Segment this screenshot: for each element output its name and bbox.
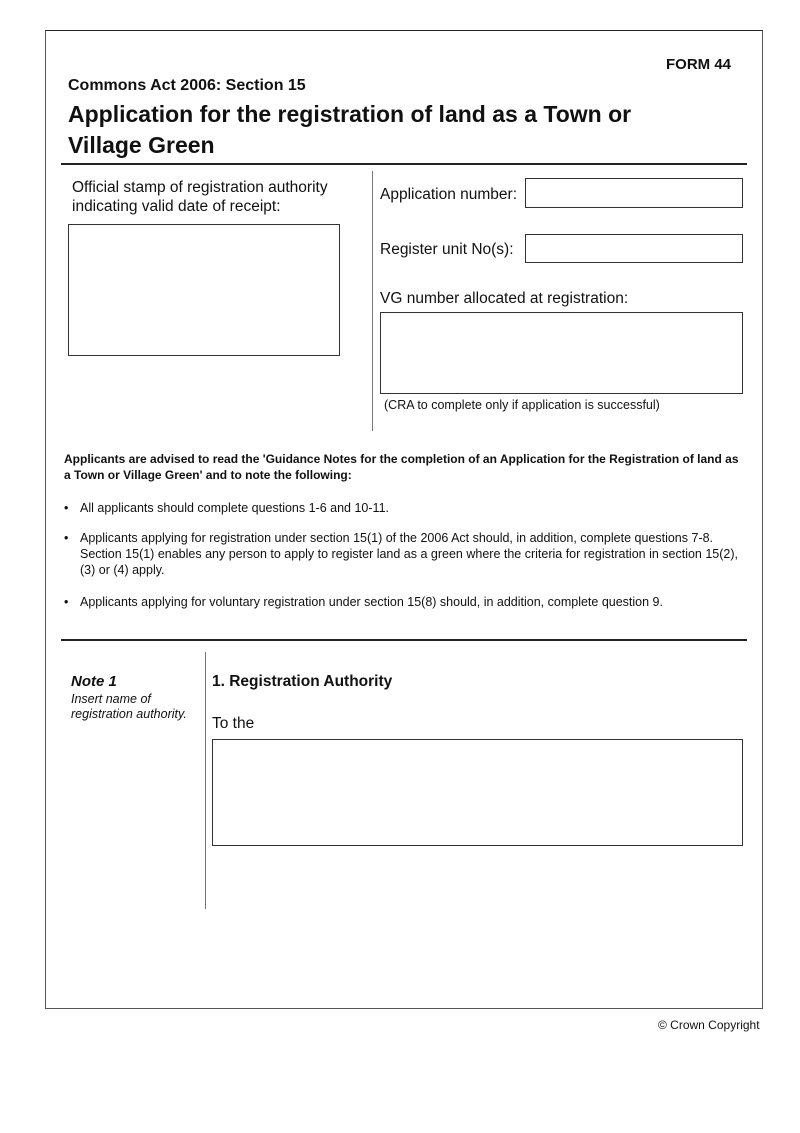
- stamp-box[interactable]: [68, 224, 340, 356]
- page-frame: [45, 30, 763, 1009]
- application-number-label: Application number:: [380, 186, 517, 203]
- header-divider: [61, 163, 747, 165]
- office-use-divider: [372, 171, 373, 431]
- guidance-divider: [61, 639, 747, 641]
- registration-authority-field[interactable]: [212, 739, 743, 846]
- page-title: Application for the registration of land as a Town or Village Green: [68, 101, 632, 158]
- guidance-bullet: [64, 530, 744, 578]
- note-1-body: Insert name of registration authority.: [71, 692, 187, 721]
- bullet-text: All applicants should complete questions 1-6 and 10-11.: [80, 501, 389, 515]
- guidance-bullet: [64, 594, 744, 610]
- vg-number-note: (CRA to complete only if application is successful): [384, 398, 660, 412]
- to-the-label: To the: [212, 715, 255, 732]
- bullet-text: Applicants applying for voluntary registration under section 15(8) should, in addition, complete question 9.: [80, 595, 663, 609]
- guidance-advice: Applicants are advised to read the 'Guidance Notes for the completion of an Application for the Registration of land as a Town or Village Green' and to note the following:: [64, 452, 739, 482]
- bullet-icon: •: [64, 531, 69, 545]
- question-1-title: 1. Registration Authority: [212, 673, 393, 690]
- copyright: © Crown Copyright: [658, 1018, 760, 1032]
- notes-column-divider: [205, 652, 206, 909]
- application-number-field[interactable]: [525, 178, 743, 208]
- bullet-icon: •: [64, 595, 69, 609]
- stamp-label: Official stamp of registration authority indicating valid date of receipt:: [72, 179, 328, 215]
- act-title: Commons Act 2006: Section 15: [68, 77, 306, 94]
- form-number: FORM 44: [666, 56, 732, 73]
- note-1-title: Note 1: [71, 673, 117, 690]
- bullet-icon: •: [64, 501, 69, 515]
- register-unit-field[interactable]: [525, 234, 743, 263]
- guidance-bullet: [64, 500, 744, 516]
- bullet-text: Applicants applying for registration under section 15(1) of the 2006 Act should, in addition, complete questions 7-8. Section 15(1) enables any person to apply to register land as a green where the criteria for registration in section 15(2), (3) or (4) apply.: [80, 531, 739, 577]
- vg-number-field[interactable]: [380, 312, 743, 394]
- vg-number-label: VG number allocated at registration:: [380, 290, 629, 307]
- register-unit-label: Register unit No(s):: [380, 241, 514, 258]
